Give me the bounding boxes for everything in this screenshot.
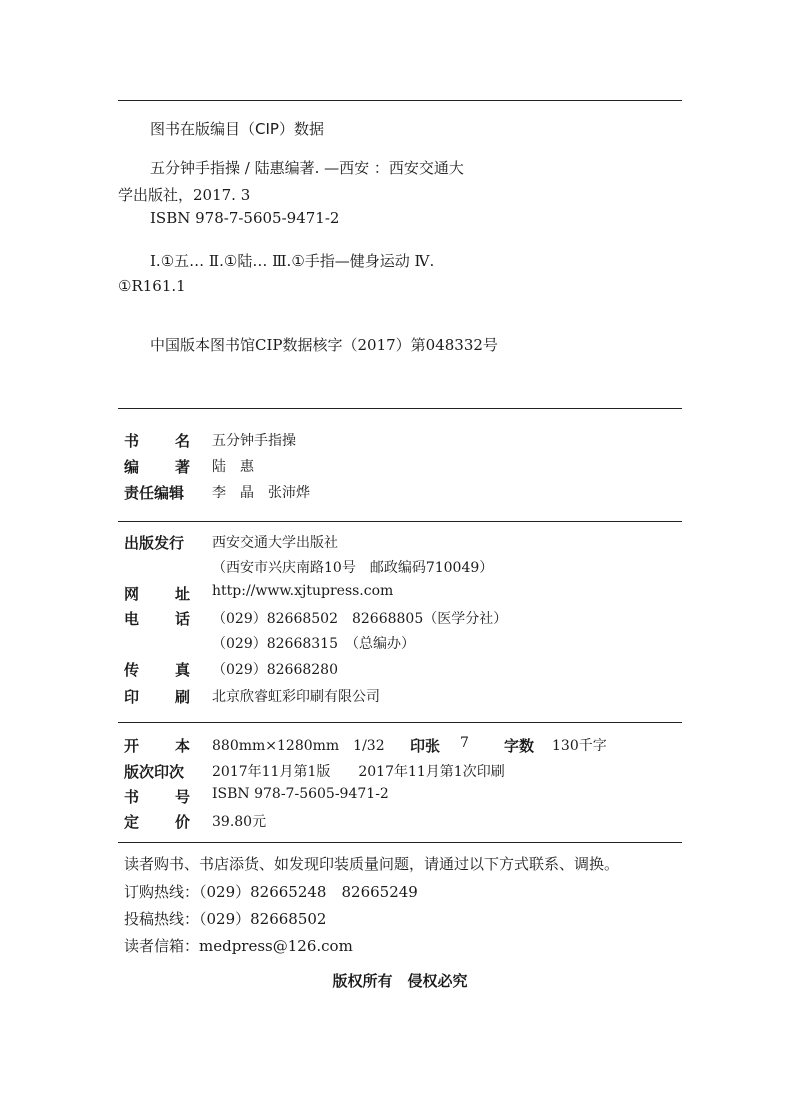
cip-line-1: 五分钟手指操 / 陆惠编著. —西安 ：西安交通大 [150,159,464,177]
cip-classification-1: Ⅰ.①五… Ⅱ.①陆… Ⅲ.①手指—健身运动 Ⅳ. [150,252,435,270]
phone-value-1: （029）82668502 82668805（医学分社） [212,611,508,627]
submission-hotline: 投稿热线：（029）82668502 [124,910,327,928]
isbn-label: 书 号 [124,788,190,806]
phone-label: 电 话 [124,610,190,628]
website-label: 网 址 [124,585,190,603]
fax-value: （029）82668280 [212,662,338,678]
book-rule [118,408,682,409]
printer-value: 北京欣睿虹彩印刷有限公司 [212,689,380,705]
cip-classification-2: ①R161.1 [118,277,186,295]
cip-line-2: 学出版社，2017. 3 [118,186,251,204]
price-value: 39.80元 [212,814,267,830]
author-label: 编 著 [124,458,190,476]
format-label: 开 本 [124,737,190,755]
publisher-rule [118,521,682,522]
edition-label: 版次印次 [124,763,185,781]
sheets-label: 印张 [410,737,441,755]
isbn-value: ISBN 978-7-5605-9471-2 [212,786,389,802]
publisher-label: 出版发行 [124,534,185,552]
contact-rule [118,842,682,843]
words-label: 字数 [504,737,535,755]
edition-value: 2017年11月第1版 2017年11月第1次印刷 [212,764,505,780]
reader-email: 读者信箱：medpress@126.com [124,937,353,955]
publisher-address: （西安市兴庆南路10号 邮政编码710049） [212,560,494,576]
editor-label: 责任编辑 [124,484,185,502]
sheets-value: 7 [460,735,469,751]
printer-label: 印 刷 [124,688,190,706]
website-value: http://www.xjtupress.com [212,583,394,599]
publisher-value: 西安交通大学出版社 [212,535,338,551]
cip-number: 中国版本图书馆CIP数据核字（2017）第048332号 [150,336,498,354]
price-label: 定 价 [124,813,190,831]
copyright-notice: 版权所有 侵权必究 [332,972,468,990]
specs-rule [118,722,682,723]
reader-notice: 读者购书、书店添货、如发现印装质量问题，请通过以下方式联系、调换。 [124,855,620,873]
editor-value: 李 晶 张沛烨 [212,485,310,501]
title-label: 书 名 [124,432,190,450]
words-value: 130千字 [552,738,607,754]
phone-value-2: （029）82668315 （总编办） [212,636,415,652]
format-value: 880mm×1280mm 1/32 [212,738,385,754]
author-value: 陆 惠 [212,459,254,475]
order-hotline: 订购热线：（029）82665248 82665249 [124,883,418,901]
title-value: 五分钟手指操 [212,433,296,449]
cip-heading: 图书在版编目（CIP）数据 [150,120,324,138]
cip-isbn: ISBN 978-7-5605-9471-2 [150,209,340,227]
top-rule [118,100,682,101]
fax-label: 传 真 [124,661,190,679]
